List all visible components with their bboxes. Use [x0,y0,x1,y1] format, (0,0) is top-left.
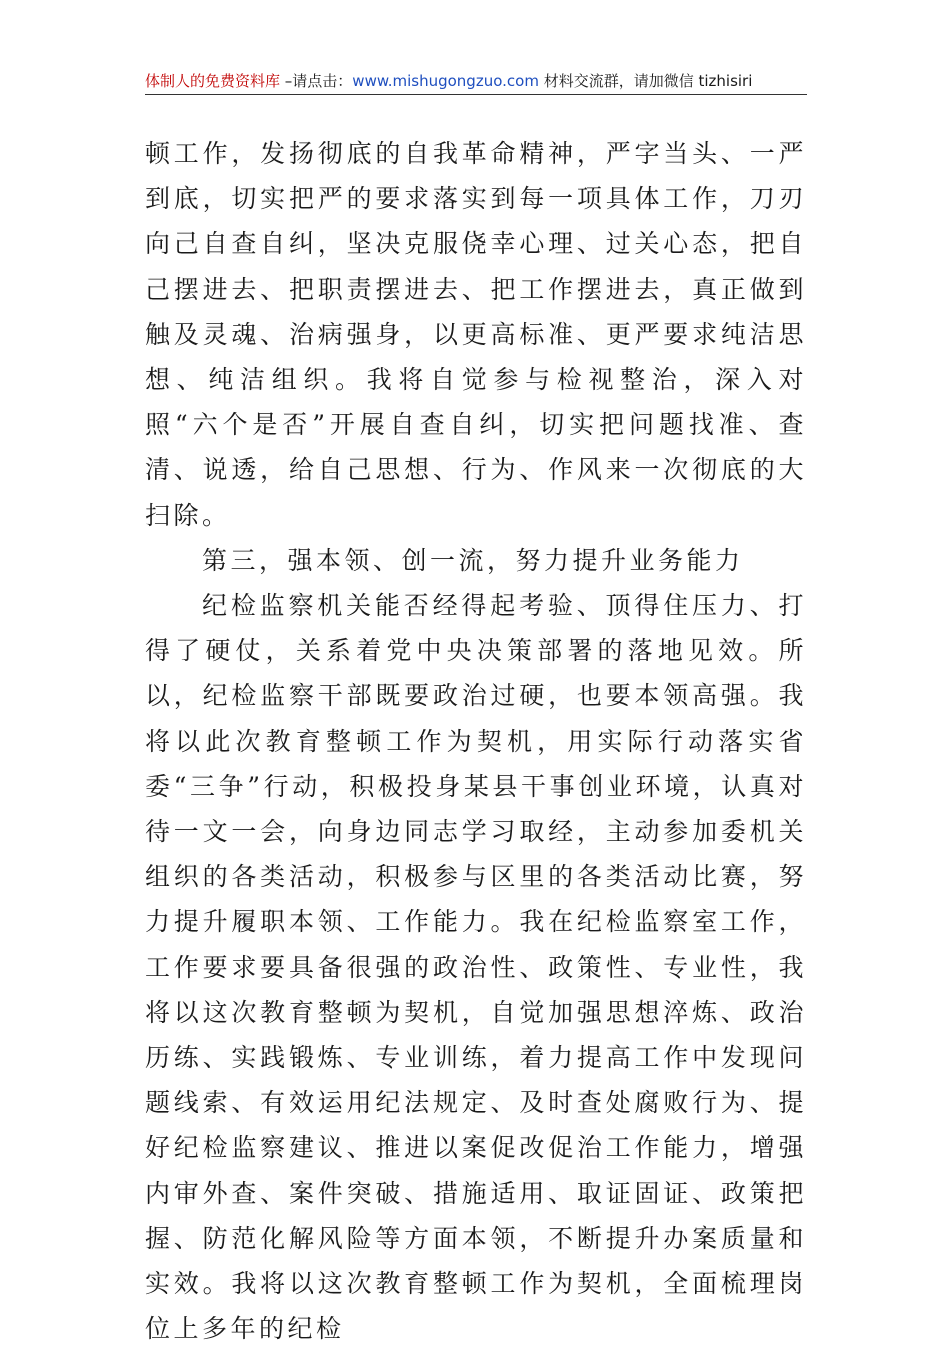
page-header [145,68,807,95]
header-url-link[interactable]: www.mishugongzuo.com [352,72,539,90]
header-prompt: –请点击： [280,72,353,90]
header-site-name: 体制人的免费资料库 [145,72,281,90]
paragraph-body: 纪检监察机关能否经得起考验、顶得住压力、打得了硬仗，关系着党中央决策部署的落地见效。所以，纪检监察干部既要政治过硬，也要本领高强。我将以此次教育整顿工作为契机，用实际行动落实省委“三争”行动，积极投身某县干事创业环境，认真对待一文一会，向身边同志学习取经，主动参加委机关组织的各类活动，积极参与区里的各类活动比赛，努力提升履职本领、工作能力。我在纪检监察室工作，工作要求要具备很强的政治性、政策性、专业性，我将以这次教育整顿为契机，自觉加强思想淬炼、政治历练、实践锻炼、专业训练，着力提高工作中发现问题线索、有效运用纪法规定、及时查处腐败行为、提好纪检监察建议、推进以案促改促治工作能力，增强内审外查、案件突破、措施适用、取证固证、政策把握、防范化解风险等方面本领，不断提升办案质量和实效。我将以这次教育整顿工作为契机，全面梳理岗位上多年的纪检 [145,591,807,1344]
document-body [145,131,807,1351]
header-contact: 材料交流群，请加微信 tizhisiri [538,72,753,90]
section-heading: 第三，强本领、创一流，努力提升业务能力 [202,545,744,575]
paragraph-continuation: 顿工作，发扬彻底的自我革命精神，严字当头、一严到底，切实把严的要求落实到每一项具体工作，刀刃向己自查自纠，坚决克服侥幸心理、过关心态，把自己摆进去、把职责摆进去、把工作摆进去，真正做到触及灵魂、治病强身，以更高标准、更严要求纯洁思想、纯洁组织。我将自觉参与检视整治，深入对照“六个是否”开展自查自纠，切实把问题找准、查清、说透，给自己思想、行为、作风来一次彻底的大扫除。 [145,139,807,530]
